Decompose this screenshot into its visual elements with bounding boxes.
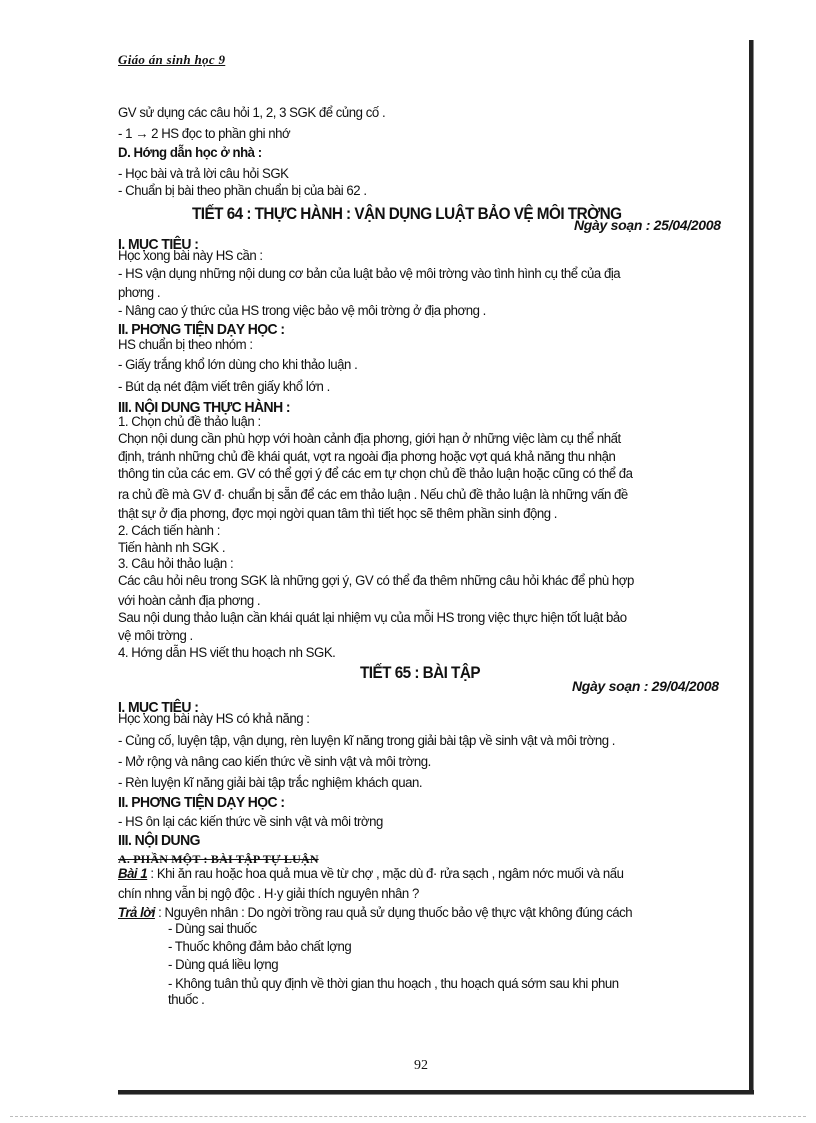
text-line: 1. Chọn chủ đề thảo luận :: [118, 414, 261, 430]
text-line: - Dùng sai thuốc: [168, 921, 257, 937]
text-line: - Không tuân thủ quy định về thời gian thu hoạch , thu hoạch quá sớm sau khi phun: [168, 976, 619, 992]
text-line: Học xong bài này HS cần :: [118, 248, 263, 264]
text-line: Sau nội dung thảo luận cần khái quát lại nhiệm vụ của mỗi HS trong việc thực hiện tốt luật bảo: [118, 610, 627, 626]
lesson-title-64: TIẾT 64 : THỰC HÀNH : VẬN DỤNG LUẬT BẢO VỆ MÔI TRỜNG: [192, 204, 622, 223]
text-line: thông tin của các em. GV có thể gợi ý để các em tự chọn chủ đề thảo luận hoặc cũng có thể đa: [118, 466, 633, 482]
text-line: Các câu hỏi nêu trong SGK là những gợi ý, GV có thể đa thêm những câu hỏi khác để phù hợp: [118, 573, 634, 589]
section-heading: II. PHƠNG TIỆN DẠY HỌC :: [118, 794, 285, 811]
answer-text: : Nguyên nhân : Do ngời trồng rau quả sử dụng thuốc bảo vệ thực vật không đúng cách: [154, 905, 633, 921]
text-line: 2. Cách tiến hành :: [118, 523, 220, 539]
lesson-title-65: TIẾT 65 : BÀI TẬP: [360, 663, 481, 682]
text-line: - Nâng cao ý thức của HS trong việc bảo vệ môi trờng ở địa phơng .: [118, 303, 486, 319]
text-line: chín nhng vẫn bị ngộ độc . H·y giải thích nguyên nhân ?: [118, 886, 419, 902]
text-line: 4. Hớng dẫn HS viết thu hoạch nh SGK.: [118, 645, 336, 661]
text-line: - Học bài và trả lời câu hỏi SGK: [118, 166, 289, 182]
answer-label: Trả lời: [118, 905, 155, 921]
answer-line: [118, 905, 632, 921]
text-line: - Củng cố, luyện tập, vận dụng, rèn luyện kĩ năng trong giải bài tập về sinh vật và môi trờng .: [118, 733, 615, 749]
section-heading: III. NỘI DUNG THỰC HÀNH :: [118, 399, 290, 416]
text-line: - Chuẩn bị bài theo phần chuẩn bị của bài 62 .: [118, 183, 367, 199]
exercise-text: : Khi ăn rau hoặc hoa quả mua về từ chợ , mặc dù đ· rửa sạch , ngâm nớc muối và nấu: [147, 866, 624, 882]
text-line: Học xong bài này HS có khả năng :: [118, 711, 310, 727]
text-line: thuốc .: [168, 992, 205, 1008]
page-number: 92: [414, 1058, 428, 1073]
exercise-label: Bài 1: [118, 866, 148, 882]
text-line: 3. Câu hỏi thảo luận :: [118, 556, 234, 572]
text-line: GV sử dụng các câu hỏi 1, 2, 3 SGK để củng cố .: [118, 105, 386, 121]
text-line: Tiến hành nh SGK .: [118, 540, 226, 556]
text-line: - Mở rộng và nâng cao kiến thức về sinh vật và môi trờng.: [118, 754, 431, 770]
text-line: ra chủ đề mà GV đ· chuẩn bị sẵn để các em thảo luận . Nếu chủ đề thảo luận là những vấn đề: [118, 487, 628, 503]
section-heading: II. PHƠNG TIỆN DẠY HỌC :: [118, 321, 285, 338]
text-line: thật sự ở địa phơng, đợc mọi ngời quan tâm thì tiết học sẽ thêm phần sinh động .: [118, 506, 558, 522]
text-line: - HS ôn lại các kiến thức về sinh vật và môi trờng: [118, 814, 383, 830]
section-heading: III. NỘI DUNG: [118, 832, 200, 849]
page-border-bottom-inner: [118, 1094, 754, 1095]
text-line: - 1 → 2 HS đọc to phần ghi nhớ: [118, 126, 291, 142]
text-line: HS chuẩn bị theo nhóm :: [118, 337, 253, 353]
text-line: Chọn nội dung cần phù hợp với hoàn cảnh địa phơng, giới hạn ở những việc làm cụ thể nhất: [118, 431, 621, 447]
text-line: vệ môi trờng .: [118, 628, 193, 644]
text-line: - Giấy trắng khổ lớn dùng cho khi thảo luận .: [118, 357, 358, 373]
text-line: - Bút dạ nét đậm viết trên giấy khổ lớn .: [118, 379, 330, 395]
lesson-date-65: Ngày soạn : 29/04/2008: [572, 678, 719, 694]
exercise-line: [118, 866, 624, 882]
page-border-right-inner: [753, 40, 754, 1092]
text-line: - Rèn luyện kĩ năng giải bài tập trắc nghiệm khách quan.: [118, 775, 423, 791]
text-line: định, tránh những chủ đề khái quát, vợt ra ngoài địa phơng hoặc vợt quá khả năng thu nhận: [118, 449, 616, 465]
section-heading: I. MỤC TIÊU :: [118, 236, 199, 253]
section-heading: I. MỤC TIÊU :: [118, 699, 199, 716]
text-line: - Dùng quá liều lợng: [168, 957, 279, 973]
lesson-date-64: Ngày soạn : 25/04/2008: [574, 217, 721, 233]
part-heading: A. PHẦN MỘT : BÀI TẬP TỰ LUẬN: [118, 852, 319, 866]
page-edge-line: [10, 1116, 806, 1117]
section-heading: D. Hớng dẫn học ở nhà :: [118, 145, 262, 161]
text-line: - Thuốc không đảm bảo chất lợng: [168, 939, 352, 955]
page-header: Giáo án sinh học 9: [118, 52, 226, 67]
text-line: với hoàn cảnh địa phơng .: [118, 593, 261, 609]
text-line: - HS vận dụng những nội dung cơ bản của luật bảo vệ môi trờng vào tình hình cụ thể của địa: [118, 266, 621, 282]
text-line: phơng .: [118, 285, 161, 301]
